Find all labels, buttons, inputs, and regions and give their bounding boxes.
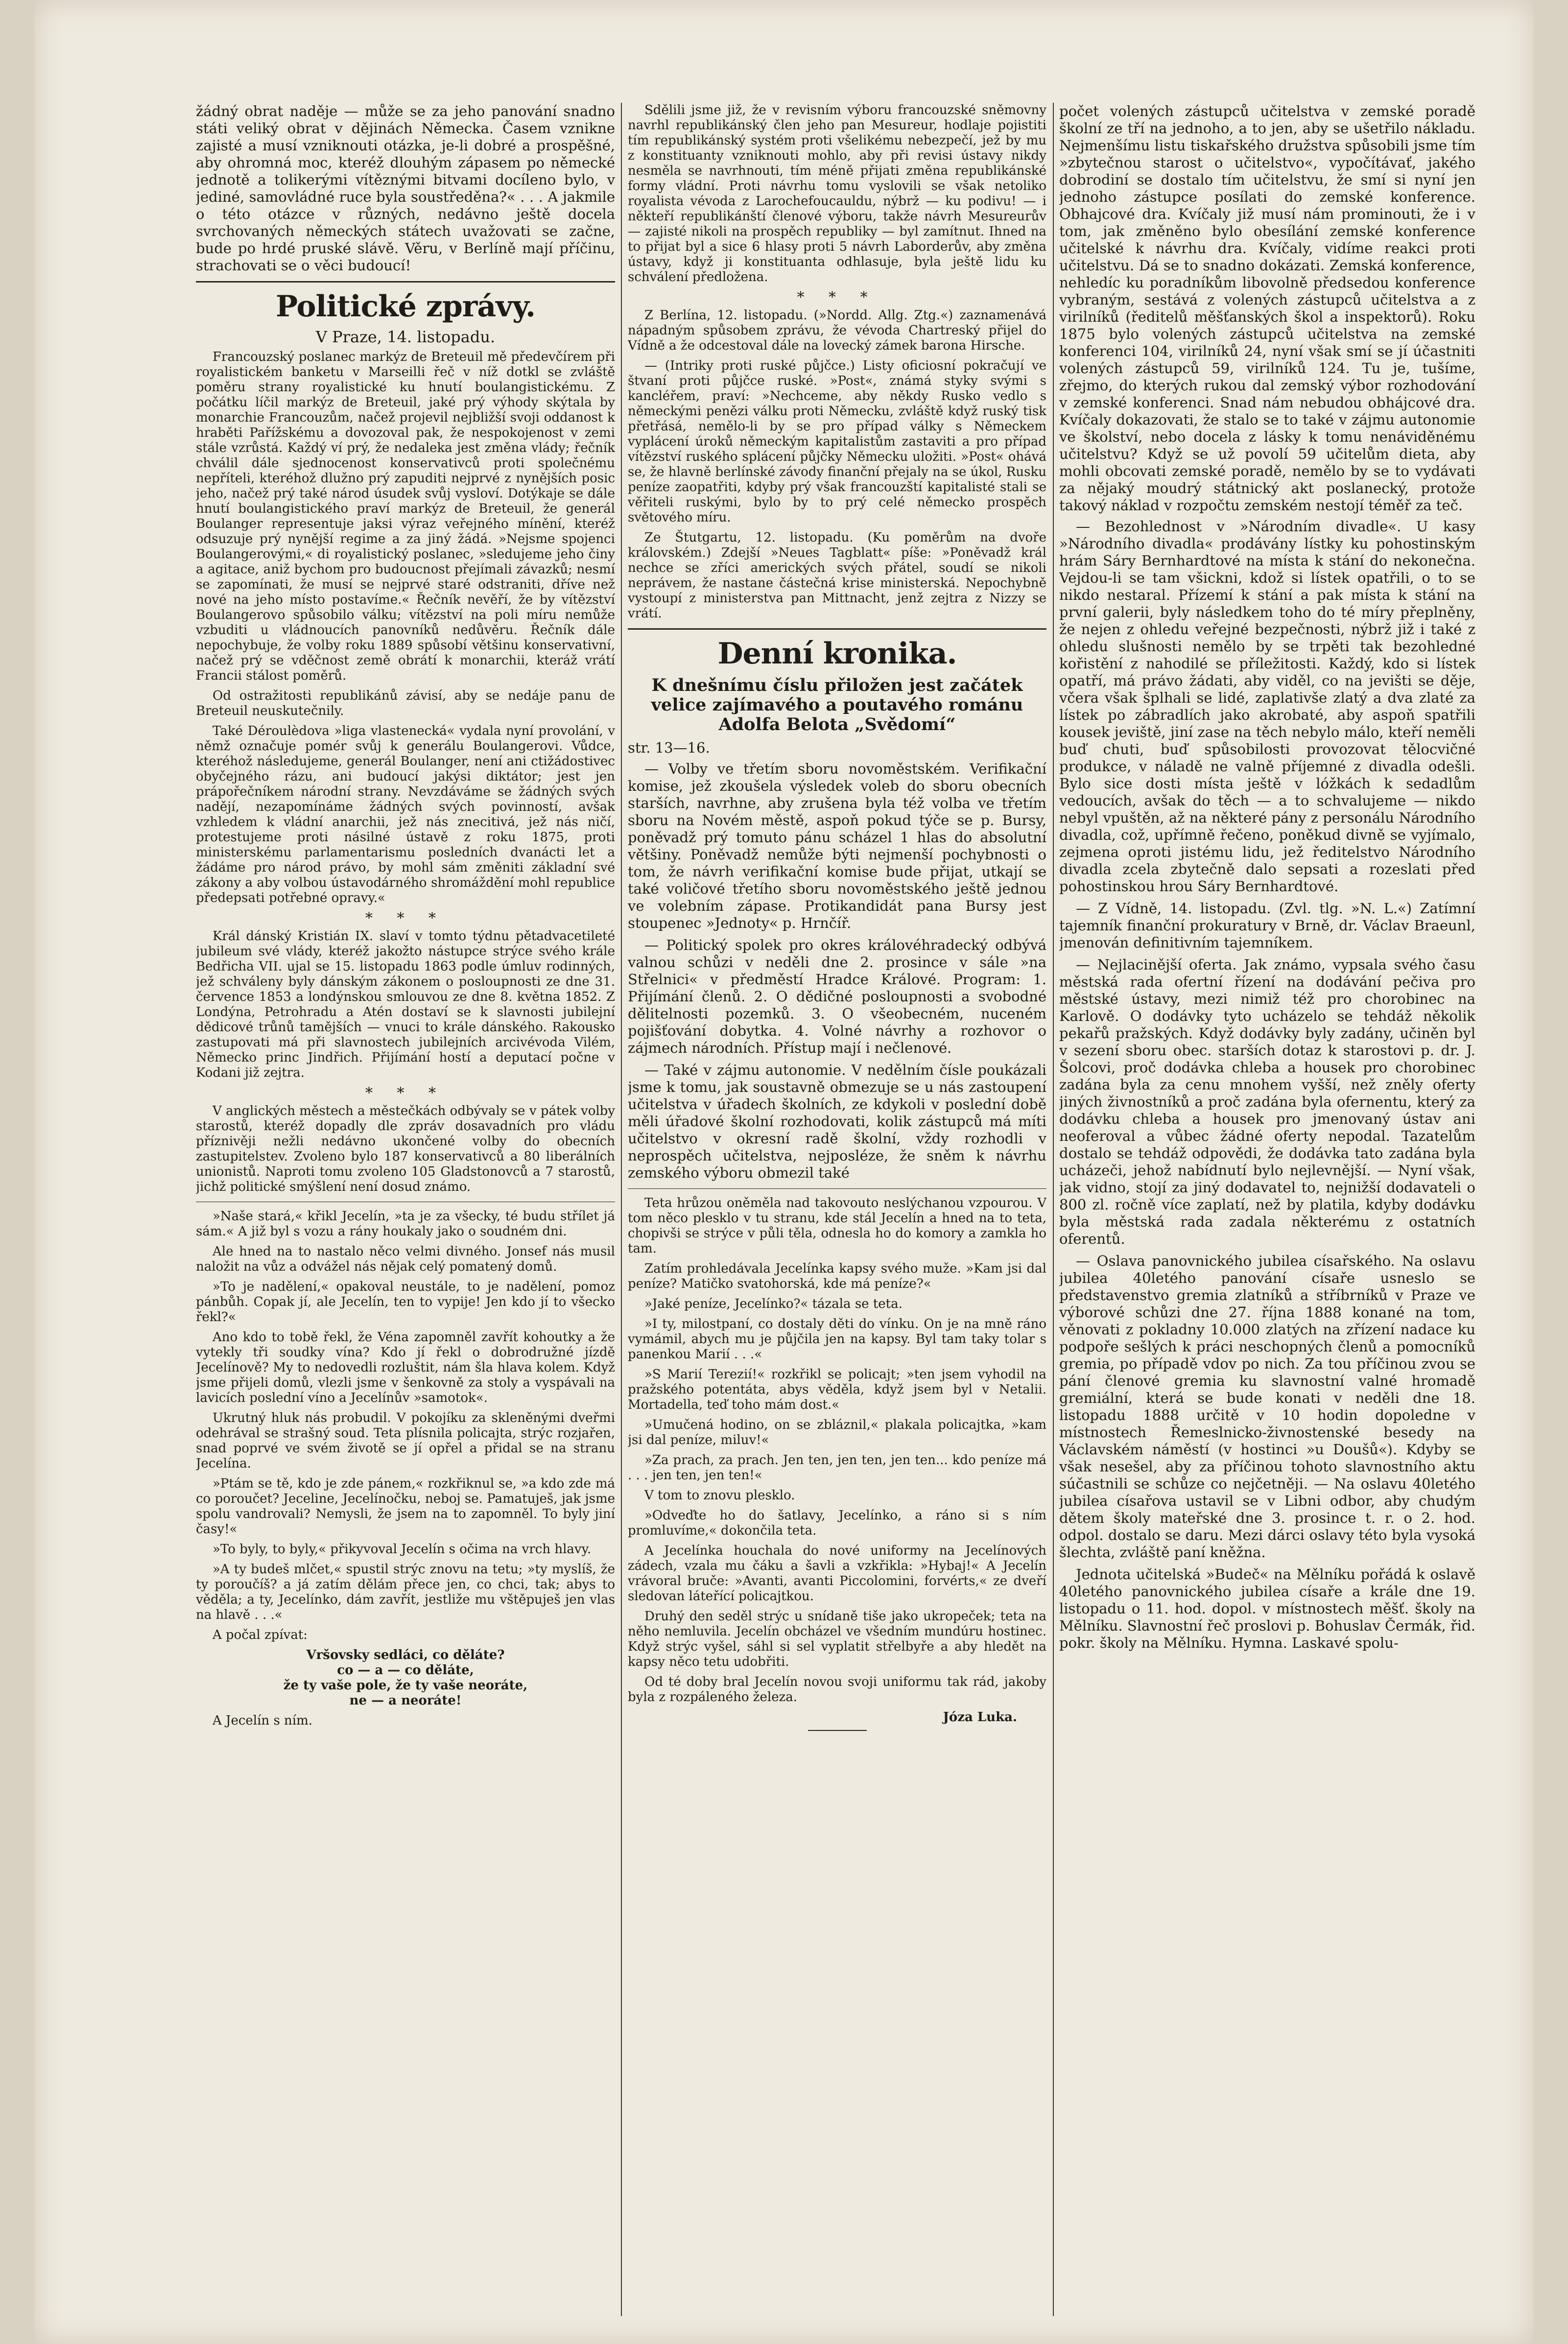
story-paragraph: A počal zpívat: <box>213 1628 308 1642</box>
story-paragraph: Zatím prohledávala Jecelínka kapsy svého muže. »Kam jsi dal peníze? Matičko svatohorská, kde má peníze?« <box>628 1261 1046 1291</box>
article-continuation: žádný obrat naděje — může se za jeho panování snadno státi veliký obrat v dějinách Německa. Časem vznikne zajisté a musí vzniknouti otázka, je-li dobré a prospěšné, aby ohromná moc, kteréž dlouhým zápasem po německé jednotě a tolikerými vítěznými bitvami docíleno bylo, v jediné, samovládné ruce byla soustředěna?« . . . A jakmile o této otázce v různých, nedávno ještě docela svrchovaných německých státech uvažovati se začne, bude po hrdé pruské slávě. Věru, v Berlíně mají příčinu, strachovati se o věci budoucí! <box>196 103 615 274</box>
story-paragraph: Od té doby bral Jecelín novou svoji uniformu tak rád, jakoby byla z rozpáleného železa. <box>628 1675 1046 1705</box>
story-paragraph: »Za prach, za prach. Jen ten, jen ten, jen ten... kdo peníze má . . . jen ten, jen ten!« <box>628 1453 1046 1483</box>
column-divider <box>1053 103 1054 2316</box>
news-paragraph: Z Berlína, 12. listopadu. (»Nordd. Allg. Ztg.«) zaznamenává nápadným spůsobem zprávu, že vévoda Chartreský přijel do Vídně a že odcestoval dále na lovecký zámek barona Hirsche. <box>628 308 1046 353</box>
author-signature: Józa Luka. <box>943 1710 1017 1725</box>
separator-stars: * * * <box>365 1085 446 1102</box>
chronicle-item: — Také v zájmu autonomie. V nedělním čísle poukázali jsme k tomu, jak soustavně obmezuje se u nás zastoupení učitelstva v úřadech školních, ze kdykoli v poslední době měli úřadové školní rozhodovati, kolik zástupců má míti učitelstvo v okresní radě školní, vždy rozhodli v neprospěch učitelstva, nejposléze, že sněm k návrhu zemského výboru obmezil také <box>628 1062 1046 1181</box>
song-line: Vršovsky sedláci, co děláte? <box>306 1648 505 1662</box>
song-line: co — a — co děláte, <box>337 1663 474 1678</box>
story-paragraph: A Jecelínka houchala do nové uniformy na Jecelínových zádech, vzala mu čáku a šavli a vzkřikla: »Hybaj!« A Jecelín vrávoral bruče: »Avanti, avanti Piccolomini, forvérts,« ze dveří sledovan láteřící policajtkou. <box>628 1543 1046 1604</box>
news-paragraph: Sdělili jsme již, že v revisním výboru francouzské sněmovny navrhl republikánský člen jeho pan Mesureur, hodlaje pojistiti tím republikánský systém proti všelikému nebezpečí, jež by mu z konstituanty vzniknouti mohlo, aby při revisi ústavy nikdy nesměla se navrhnouti, tím méně přijati změna republikánské formy vládní. Proti návrhu tomu vyslovili se však netoliko royalista vévoda z Larochefoucauldu, nýbrž — ku podivu! — i někteří republikánští členové výboru, takže návrh Mesureurův — zajisté nikoli na prospěch republiky — byl zamítnut. Ihned na to přijat byl a sice 6 hlasy proti 5 návrh Laborderův, aby změna ústavy, když ji konstituanta odhlasuje, byla ještě lidu ku schválení předložena. <box>628 103 1046 284</box>
story-paragraph: »I ty, milostpaní, co dostaly děti do vínku. On je na mně ráno vymámil, abych mu je půjčila jen na kapsy. Byl tam taky tolar s panenkou Marií . . .« <box>628 1317 1046 1362</box>
news-paragraph: Také Déroulèdova »liga vlastenecká« vydala nyní provolání, v němž označuje pomér svůj k generálu Boulangerovi. Vůdce, kteréhož následujeme, generál Boulanger, není ani ctižádostivec obyčejného rázu, ani budoucí jakýsi diktátor; jest jen prápořečníkem národní strany. Nevzdáváme se žádných svých nadějí, nezapomínáme žádných svých povinností, avšak vzhledem k vládní anarchii, jež nás znecitivá, jež nás ničí, protestujeme proti násilné ústavě z roku 1875, proti ministerskému parlamentarismu posledních dvanácti let a žádáme pro národ právo, by mohl sám změniti základní své zákony a aby volbou ústavodárného shromáždění mohl republice předepsati potřebné opravy.« <box>196 724 615 905</box>
chronicle-item: — Oslava panovnického jubilea císařského. Na oslavu jubilea 40letého panování císaře usneslo se představenstvo gremia zlatníků a stříbrníků v Praze ve výborové schůzi dne 27. října 1888 konané na tom, věnovati z pokladny 10.000 zlatých na zřízení nadace ku podpoře sešlých k práci neschopných členů a pomocníků gremia, po případě vdov po nich. Za tou příčinou zvou se pání členové gremia ku slavnostní valné hromadě gremiální, která se bude konati v neděli dne 18. listopadu 1888 určitě v 10 hodin dopoledne v místnostech Řemeslnicko-živnostenské besedy na Václavském náměstí (v hostinci »u Doušů«). Kdyby se však nesešel, aby za příčinou tohoto slavnostního aktu súčastnili se schůze co nejčetněji. — Na oslavu 40letého jubilea císařova ustavil se v Libni odbor, aby chudým dětem školy mateřské dne 3. prosince t. r. o 2. hod. odpol. dostalo se daru. Mezi dárci oslavy této byla vysoká šlechta, zvláště paní kněžna. <box>1059 1253 1475 1561</box>
song-verse <box>196 1648 615 1708</box>
separator-stars: * * * <box>365 910 446 927</box>
newspaper-page <box>34 0 1534 2344</box>
story-paragraph: »S Marií Terezií!« rozkřikl se policajt; »ten jsem vyhodil na pražského potentáta, abys věděla, když jsem byl v Netalii. Mortadella, teď toho mám dost.« <box>628 1367 1046 1412</box>
news-paragraph: V anglických městech a městečkách odbývaly se v pátek volby starostů, kteréž dopadly dle zpráv dosavadních pro vládu příznivěji nežli nedávno ukončené volby do obecních zastupitelstev. Zvoleno bylo 187 konservativců a 80 liberálních unionistů. Naproti tomu zvoleno 105 Gladstonovců a 7 starostů, jichž politické smýšlení není dosud známo. <box>196 1104 615 1194</box>
feuilleton-story <box>196 1209 615 1728</box>
story-paragraph: Ale hned na to nastalo něco velmi divného. Jonsef nás musil naložit na vůz a odvážel nás nějak celý pomatený domů. <box>196 1244 615 1274</box>
story-paragraph: A Jecelín s ním. <box>213 1713 313 1728</box>
news-paragraph: Král dánský Kristián IX. slaví v tomto týdnu pětadvacetileté jubileum své vlády, kteréž jakožto nástupce strýce svého krále Bedřicha VII. ujal se 15. listopadu 1863 podle úmluv rodinných, jež schváleny byly dánským zákonem o posloupnosti ze dne 31. července 1853 a londýnskou smlouvou ze dne 8. května 1852. Z Londýna, Petrohradu a Atén dostaví se k slavnosti jubilejní dědicové trůnů tamějších — vnuci to krále dánského. Rakousko zastupovati má při slavnostech jubilejních arcivévoda Vilém, Německo princ Jindřich. Přijímání hostí a deputací počne v Kodani již zejtra. <box>196 929 615 1080</box>
news-paragraph: — (Intriky proti ruské půjčce.) Listy oficiosní pokračují ve štvaní proti půjčce ruské. »Post«, známá styky svými s kancléřem, praví: »Nechceme, aby někdy Rusko vedlo s německými penězi válku proti Německu, zvláště když ruský tisk přetřásá, nemělo-li by se pro případ války s Německem vyplácení úroků německým kapitalistům zastaviti a pro případ vítězství ruského splácení půjčky Německu uložiti. »Post« ohává se, že hlavně berlínské závody finanční přejaly na se úkol, Rusku peníze zaopatřiti, kdyby prý však francouzští kapitalisté stali se věřiteli ruskými, bylo by to prý celé německo prospěch světového míru. <box>628 358 1046 525</box>
story-paragraph: V tom to znovu plesklo. <box>644 1488 795 1503</box>
chronicle-item: — Nejlacinější oferta. Jak známo, vypsala svého času městská rada ofertní řízení na dodávání pečiva pro městské ústavy, mezi nimiž též pro chorobinec na Karlově. O dodávky tyto ucházelo se tehdáž několik pekařů pražských. Když dodávky byly zadány, učiněn byl v sezení sboru obec. starších dotaz k starostovi p. dr. J. Šolcovi, proč dodávka chleba a housek pro chorobinec zadána byla za cenu mnohem vyšší, než zněly oferty jiných živnostníků a proč zadána byla ofernentu, který za dodávku chleba a housek pro jmenovaný ústav ani neoferoval a vůbec žádné oferty nepodal. Tazatelům dostalo se tehdáž odpovědi, že dodávka tato zadána byla ucházeči, jehož nabídnutí bylo nejlevnější. — Nyní však, jak vidno, stojí za jiný dodavatel to, nejnižší dodavateli o 800 zl. ročně více zaplatí, než by platila, kdyby dodávku byla městská rada zadala některému z ostatních oferentů. <box>1059 956 1475 1247</box>
section-rule <box>196 281 615 283</box>
section-heading-chronicle: Denní kronika. <box>717 637 957 671</box>
story-paragraph: »To je nadělení,« opakoval neustále, to je nadělení, pomoz pánbůh. Copak jí, ale Jecelín, ten to vypije! Jen kdo jí to všecko řekl?« <box>196 1279 615 1325</box>
chronicle-item: — Politický spolek pro okres královéhradecký odbývá valnou schůzi v neděli dne 2. prosince v sále »na Střelnici« v předměstí Hradce Králové. Program: 1. Přijímání členů. 2. O dědičné posloupnosti a svobodné dělitelnosti pozemků. 3. O všeobecném, nuceném pojišťování dobytka. 4. Volné návrhy a rozhovor o zájmech národních. Přístup mají i nečlenové. <box>628 937 1046 1056</box>
song-line: že ty vaše pole, že ty vaše neoráte, <box>283 1678 528 1693</box>
dateline: V Praze, 14. listopadu. <box>315 328 496 346</box>
story-paragraph: Teta hrůzou oněměla nad takovouto neslýchanou vzpourou. V tom něco plesklo v tu stranu, kde stál Jecelín a hned na to teta, chopivši se strýce v půli těla, odnesla ho do komory a zamkla ho tam. <box>628 1196 1046 1256</box>
chronicle-item: — Volby ve třetím sboru novoměstském. Verifikační komise, jež zkoušela výsledek voleb do sboru obecních starších, navrhne, aby zrušena byla též volba ve třetím sboru na Novém městě, aspoň pokud týče se p. Bursy, poněvadž prý tomuto pánu scházel 1 hlas do absolutní většiny. Poněvadž nemůže býti nejmenší pochybnosti o tom, že návrh verifikační komise bude přijat, utkají se také voličové třetího sboru novoměstského ještě jednou ve volebním zápase. Protikandidát pana Bursy jest stoupenec »Jednoty« p. Hrnčíř. <box>628 760 1046 931</box>
story-paragraph: »Umučená hodino, on se zbláznil,« plakala policajtka, »kam jsi dal peníze, miluv!« <box>628 1418 1046 1447</box>
song-line: ne — a neoráte! <box>349 1693 462 1708</box>
column-right <box>1059 103 1475 2326</box>
story-paragraph: »Ptám se tě, kdo je zde pánem,« rozkřiknul se, »a kdo zde má co poroučet? Jeceline, Jecelínočku, neboj se. Pamatuješ, jak jsme spolu vandrovali? Nemysli, že jsem na to zapomněl. To byly jiní časy!« <box>196 1476 615 1537</box>
chronicle-item: — Z Vídně, 14. listopadu. (Zvl. tlg. »N. L.«) Zatímní tajemník finanční prokuratury v Brně, dr. Václav Braeunl, jmenován definitivním tajemníkem. <box>1059 900 1475 951</box>
news-paragraph: Francouzský poslanec markýz de Breteuil mě předevčírem při royalistickém banketu v Marseilli řeč v níž dotkl se zvláště poměru strany royalistické ku hnutí boulangistickému. Z počátku líčil markýz de Breteuil, jaké prý výhody skýtala by monarchie Francouzům, načež projevil nejbližší svoji oddanost k hraběti Pařížskému a dovozoval pak, že nespokojenost v zemi stále vzrůstá. Každý ví prý, že nedaleka jest změna vlády; řečník chválil dále sjednocenost konservativců proti společnému nepříteli, kteréhož dlužno prý zapuditi nejprvé z nynějších posic jeho, načež prý také národ úsudek svůj vysloví. Dotýkaje se dále hnutí boulangistického praví markýz de Breteuil, že generál Boulanger representuje jaksi výraz veřejného mínění, kteréž odsuzuje prý nynější regime a za jiný žádá. »Nejsme spojenci Boulangerovými,« di royalistický poslanec, »sledujeme jeho činy a agitace, aniž bychom pro budoucnost přejímali závazků; nesmí se zapomínati, že musí se nejprvé staré odstraniti, dříve než nové na jeho místo postavíme.« Řečník nevěří, že by vítězství Boulangerovo spůsobilo válku; vítězství na poli míru nemůže vzbuditi u vládnoucích panovníků nedůvěru. Řečník dále nepochybuje, že volby roku 1889 spůsobí většinu konservativní, načež prý se vděčnost země obrátí k monarchii, kteráž vrátí Francii stálost poměrů. <box>196 350 615 683</box>
supplement-pages: str. 13—16. <box>628 739 710 756</box>
column-middle <box>628 103 1046 2326</box>
story-paragraph: Druhý den seděl strýc u snídaně tiše jako ukropeček; teta na něho nemluvila. Jecelín obcházel ve všedním mundúru hostinec. Když strýc vyšel, sáhl si sel vyplatit střelbyře a aby hledět na kapsy něco tetu udobřiti. <box>628 1609 1046 1669</box>
section-heading-politics: Politické zprávy. <box>275 289 536 324</box>
feuilleton-story <box>628 1196 1046 1731</box>
news-paragraph: Od ostražitosti republikánů závisí, aby se nedáje panu de Breteuil neuskutečnily. <box>196 688 615 718</box>
news-paragraph: Ze Štutgartu, 12. listopadu. (Ku poměrům na dvoře královském.) Zdejší »Neues Tagblatt« píše: »Poněvadž král nechce se zříci amerických svých přátel, soudí se nikoli neprávem, že nastane částečná krise ministerská. Nepochybně vystoupí z ministerstva pan Mittnacht, jenž zejtra z Nizzy se vrátí. <box>628 530 1046 621</box>
chronicle-item: — Bezohlednost v »Národním divadle«. U kasy »Národního divadla« prodávány lístky ku pohostinským hrám Sáry Bernhardtové na místa k stání do nekonečna. Vejdou-li se tam všickni, kdož si lístek opatřili, o to se nikdo nestaral. Přízemí k stání a pak místa k stání na první galerii, byly následkem toho do té míry přeplněny, že nejen z ohledu veřejné bezpečnosti, nýbrž již i také z ohledu slušnosti nemělo by se trpěti tak bezohledné kořistění z nahodilé se příležitosti. Každý, kdo si lístek opatří, má právo žádati, aby viděl, co na jevišti se děje, včera však šplhali se lidé, zaplativše zlatý a dva zlaté za lístek po zábradlích jako akrobaté, aby aspoň spatřili kousek jeviště, jiní zase na těch nebylo málo, kteří neměli buď chuti, buď spůsobilosti provozovat tělocvičné produkce, v náladě ne valně příjemné z divadla odešli. Bylo sice dosti místa ještě v lóžkách k sedadlům vedoucích, avšak do těch — a to schvalujeme — nikdo nebyl vpuštěn, až na některé pány z personálu Národního divadla, což, upřímně řečeno, poněkud divně se vyjímalo, zejmena oproti jistému lidu, jež ředitelstvo Národního divadla zcela zbytečně dalo sepsati a rozeslati před pohostinskou hrou Sáry Bernhardtové. <box>1059 518 1475 895</box>
end-rule <box>808 1730 867 1731</box>
feuilleton-rule <box>628 1188 1046 1189</box>
story-paragraph: Ano kdo to tobě řekl, že Véna zapomněl zavřít kohoutky a že vytekly tři soudky vína? Kdo jí řekl o dobrodružné jízdě Jecelínově? My to nedovedli rozluštit, nám šla hlava kolem. Když jsme přijeli domů, vlezli jsme v šenkovně za stoly a vyspávali na lavicích poslední víno a Jecelínův »samotok«. <box>196 1330 615 1405</box>
story-paragraph: »Naše stará,« křikl Jecelín, »ta je za všecky, té budu střílet já sám.« A již byl s vozu a rány houkaly jako o soudném dni. <box>196 1209 615 1239</box>
section-rule <box>628 628 1046 630</box>
column-left <box>196 103 615 2326</box>
supplement-notice: K dnešnímu číslu přiložen jest začátek velice zajímavého a poutavého románu Adolfa Belota „Svědomí“ <box>651 675 1023 734</box>
story-paragraph: »Jaké peníze, Jecelínko?« tázala se teta. <box>644 1297 903 1311</box>
story-paragraph: Ukrutný hluk nás probudil. V pokojíku za skleněnými dveřmi odehrával se strašný soud. Teta plísnila policajta, strýc rozjařen, snad poprvé ve svém životě se jí opřel a přidal se na stranu Jecelína. <box>196 1411 615 1471</box>
column-divider <box>621 103 622 2316</box>
story-paragraph: »To byly, to byly,« přikyvoval Jecelín s očima na vrch hlavy. <box>213 1542 592 1557</box>
separator-stars: * * * <box>797 289 878 306</box>
chronicle-item: počet volených zástupců učitelstva v zemské poradě školní ze tří na jednoho, a to jen, aby se ušetřilo nákladu. Nejmenšímu listu tiskařského družstva spůsobili jsme tím »zbytečnou starost o učitelstvo«, vypočítávať, jakého dobrodiní se dostalo tím učitelstvu, že smí si nyní jen jednoho zástupce posílati do zemské konference. Obhajcové dra. Kvíčaly již musí nám prominouti, že i v tom, jak změněno bylo obesílání zemské konference učitelské k návrhu dra. Kvíčaly, vidíme reakci proti učitelstvu. Dá se to snadno dokázati. Zemská konference, nehledíc ku poradníkům libovolně předsedou konference vybraným, sestává z volených zástupců učitelstva a z virilníků (ředitelů měšťanských škol a inspektorů). Roku 1875 bylo volených zástupců učitelstva na zemské konferenci 104, virilníků 24, nyní však smí se jí účastniti volených zástupců 59, virilníků 124. Tu je, tušíme, zřejmo, do kterých rukou dal zemský výbor rozhodování v zemské konferenci. Snad nám nebudou obhájcové dra. Kvíčaly dokazovati, že stalo se to také v zájmu autonomie ve školství, nebo docela z lásky k tomu nenáviděnému učitelstvu? Když se už povolí 59 učitelům dieta, aby mohli obcovati zemské poradě, nemělo by se to vydávati za nějaký moudrý státnický akt poslanecký, protože takový náklad v rozpočtu zemském nestojí téměř za teč. <box>1059 103 1475 514</box>
story-paragraph: »A ty budeš mlčet,« spustil strýc znovu na tetu; »ty myslíš, že ty poroučíš? a já zatím dělám přece jen, co chci, tak; abys to věděla; a ty, Jecelínko, dám zavřít, jestliže mu vštěpuješ jen vlas na hlavě . . .« <box>196 1562 615 1622</box>
story-paragraph: »Odveďte ho do šatlavy, Jecelínko, a ráno si s ním promluvíme,« dokončila teta. <box>628 1508 1046 1538</box>
chronicle-item: Jednota učitelská »Budeč« na Mělníku pořádá k oslavě 40letého panovnického jubilea císaře a krále dne 19. listopadu o 11. hod. dopol. v místnostech měšť. školy na Mělníku. Slavnostní řeč proslovi p. Bohuslav Čermák, řid. pokr. školy na Mělníku. Hymna. Laskavé spolu- <box>1059 1566 1475 1651</box>
